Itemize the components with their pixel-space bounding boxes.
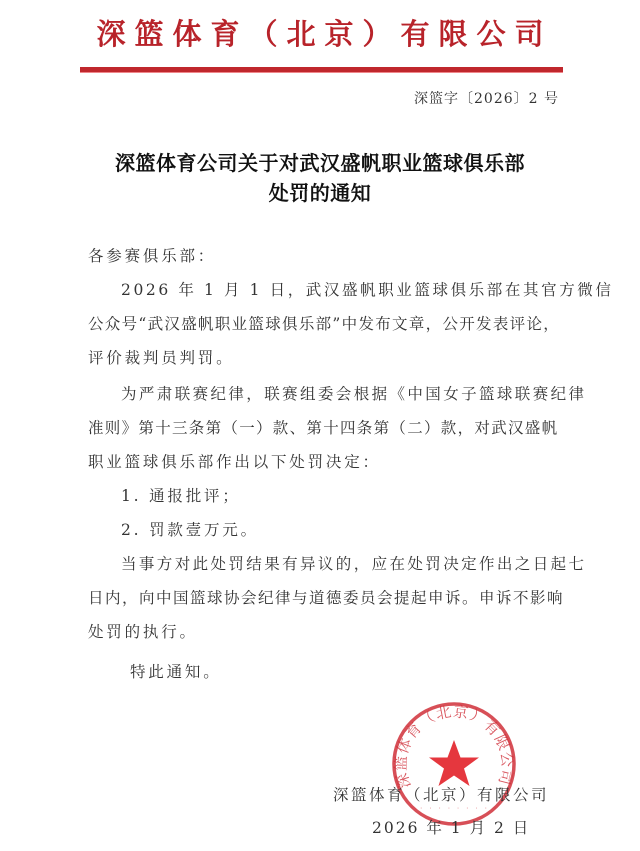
seal-serial-number: · · · · · · · · · · — [410, 805, 498, 812]
seal-star-icon — [429, 740, 479, 786]
closing-remark: 特此通知。 — [130, 663, 222, 681]
appeal-line-2: 日内，向中国篮球协会纪律与道德委员会提起申诉。申诉不影响 — [88, 589, 565, 607]
appeal-line-3: 处罚的执行。 — [88, 623, 198, 641]
salutation: 各参赛俱乐部： — [88, 247, 217, 265]
letterhead-company-name: 深篮体育（北京）有限公司 — [96, 17, 553, 51]
letterhead-red-rule — [80, 67, 563, 73]
penalty-item-2: 2. 罚款壹万元。 — [121, 521, 259, 539]
signature-company: 深篮体育（北京）有限公司 — [333, 786, 550, 804]
official-seal-stamp — [390, 700, 518, 828]
appeal-line-1: 当事方对此处罚结果有异议的，应在处罚决定作出之日起七 — [121, 555, 587, 573]
paragraph-1-line-2: 公众号“武汉盛帆职业篮球俱乐部”中发布文章，公开发表评论， — [88, 315, 561, 333]
seal-arc-text: 深篮体育（北京）有限公司 — [391, 702, 517, 791]
title-line-2: 处罚的通知 — [268, 181, 372, 205]
title-line-1: 深篮体育公司关于对武汉盛帆职业篮球俱乐部 — [115, 151, 525, 175]
document-number: 深篮字〔2026〕2 号 — [414, 91, 559, 107]
paragraph-1-line-1: 2026 年 1 月 1 日，武汉盛帆职业篮球俱乐部在其官方微信 — [121, 281, 614, 299]
document-title — [0, 148, 640, 208]
signature-date: 2026 年 1 月 2 日 — [372, 819, 531, 837]
paragraph-2-line-2: 准则》第十三条第（一）款、第十四条第（二）款，对武汉盛帆 — [88, 419, 559, 437]
paragraph-2-line-1: 为严肃联赛纪律，联赛组委会根据《中国女子篮球联赛纪律 — [121, 385, 587, 403]
paragraph-2-line-3: 职业篮球俱乐部作出以下处罚决定： — [88, 453, 381, 471]
paragraph-1-line-3: 评价裁判员判罚。 — [88, 349, 235, 367]
penalty-item-1: 1. 通报批评； — [121, 487, 241, 505]
